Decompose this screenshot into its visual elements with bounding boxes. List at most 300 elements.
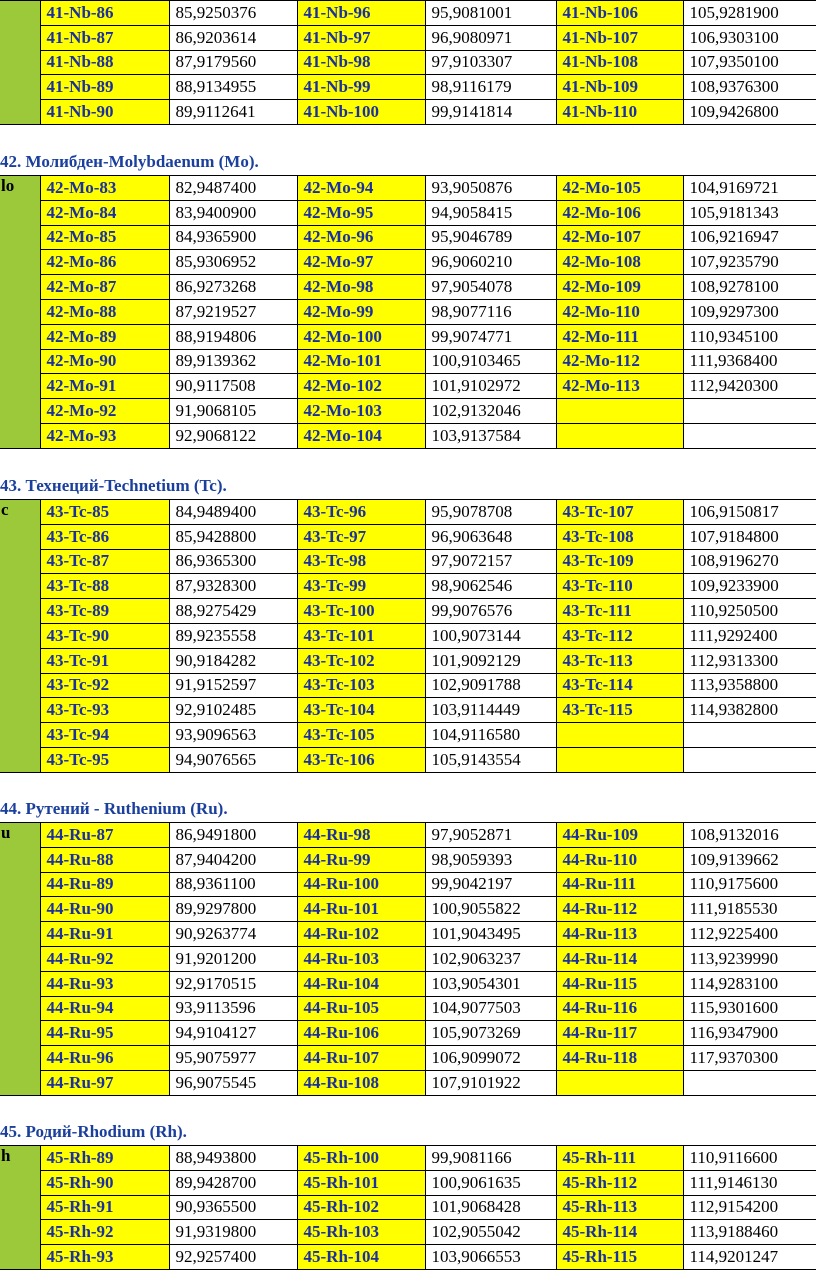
- isotope-label: 42-Mo-91: [40, 374, 169, 399]
- isotope-label: 42-Mo-111: [556, 324, 683, 349]
- atomic-mass: 99,9141814: [425, 100, 556, 125]
- atomic-mass: 94,9076565: [169, 747, 297, 772]
- isotope-label: 43-Tc-88: [40, 574, 169, 599]
- section-heading-rh: 45. Родий-Rhodium (Rh).: [0, 1122, 187, 1141]
- atomic-mass: 115,9301600: [683, 996, 816, 1021]
- isotope-label: 42-Mo-106: [556, 200, 683, 225]
- atomic-mass: 106,9216947: [683, 225, 816, 250]
- isotope-label: 44-Ru-117: [556, 1021, 683, 1046]
- isotope-label: 43-Tc-104: [297, 698, 425, 723]
- atomic-mass: 112,9154200: [683, 1195, 816, 1220]
- empty-isotope-cell: [556, 747, 683, 772]
- atomic-mass: 101,9068428: [425, 1195, 556, 1220]
- isotope-label: 43-Tc-113: [556, 648, 683, 673]
- isotope-label: 43-Tc-87: [40, 549, 169, 574]
- atomic-mass: 101,9043495: [425, 922, 556, 947]
- empty-isotope-cell: [556, 1070, 683, 1095]
- table-row: [0, 897, 816, 922]
- table-row: [0, 971, 816, 996]
- atomic-mass: 99,9081166: [425, 1146, 556, 1171]
- isotope-label: 43-Tc-89: [40, 599, 169, 624]
- table-row: [0, 75, 816, 100]
- table-row: [0, 100, 816, 125]
- atomic-mass: 110,9175600: [683, 872, 816, 897]
- section-nb: [0, 0, 816, 125]
- table-row: [0, 524, 816, 549]
- isotope-table-tc: [0, 499, 816, 773]
- atomic-mass: 104,9116580: [425, 723, 556, 748]
- isotope-label: 43-Tc-112: [556, 623, 683, 648]
- atomic-mass: 103,9054301: [425, 971, 556, 996]
- table-row: [0, 946, 816, 971]
- atomic-mass: 86,9203614: [169, 25, 297, 50]
- element-side-label: h: [0, 1146, 40, 1270]
- table-row: [0, 324, 816, 349]
- isotope-label: 41-Nb-97: [297, 25, 425, 50]
- isotope-label: 42-Mo-101: [297, 349, 425, 374]
- section-heading-ru: 44. Рутений - Ruthenium (Ru).: [0, 799, 228, 818]
- isotope-label: 44-Ru-96: [40, 1046, 169, 1071]
- isotope-label: 43-Tc-90: [40, 623, 169, 648]
- atomic-mass: 95,9046789: [425, 225, 556, 250]
- isotope-label: 44-Ru-108: [297, 1070, 425, 1095]
- atomic-mass: 113,9358800: [683, 673, 816, 698]
- atomic-mass: 114,9382800: [683, 698, 816, 723]
- isotope-label: 44-Ru-87: [40, 823, 169, 848]
- atomic-mass: 108,9278100: [683, 275, 816, 300]
- isotope-label: 44-Ru-92: [40, 946, 169, 971]
- isotope-label: 42-Mo-83: [40, 176, 169, 201]
- atomic-mass: 85,9306952: [169, 250, 297, 275]
- atomic-mass: 116,9347900: [683, 1021, 816, 1046]
- isotope-label: 41-Nb-99: [297, 75, 425, 100]
- isotope-label: 42-Mo-104: [297, 423, 425, 448]
- atomic-mass: 90,9263774: [169, 922, 297, 947]
- atomic-mass: 98,9116179: [425, 75, 556, 100]
- element-side-label: c: [0, 500, 40, 773]
- isotope-label: 43-Tc-107: [556, 500, 683, 525]
- table-row: [0, 50, 816, 75]
- atomic-mass: 88,9194806: [169, 324, 297, 349]
- atomic-mass: 110,9116600: [683, 1146, 816, 1171]
- table-row: [0, 1170, 816, 1195]
- empty-mass-cell: [683, 1070, 816, 1095]
- isotope-label: 42-Mo-90: [40, 349, 169, 374]
- isotope-label: 42-Mo-112: [556, 349, 683, 374]
- isotope-label: 43-Tc-109: [556, 549, 683, 574]
- isotope-label: 45-Rh-115: [556, 1245, 683, 1270]
- isotope-label: 41-Nb-87: [40, 25, 169, 50]
- section-ru: [0, 822, 816, 1096]
- atomic-mass: 105,9181343: [683, 200, 816, 225]
- table-row: [0, 1245, 816, 1270]
- isotope-label: 45-Rh-104: [297, 1245, 425, 1270]
- atomic-mass: 86,9273268: [169, 275, 297, 300]
- isotope-label: 43-Tc-93: [40, 698, 169, 723]
- isotope-label: 44-Ru-111: [556, 872, 683, 897]
- table-row: [0, 648, 816, 673]
- section-tc: [0, 499, 816, 773]
- table-row: [0, 599, 816, 624]
- isotope-label: 42-Mo-100: [297, 324, 425, 349]
- atomic-mass: 102,9091788: [425, 673, 556, 698]
- table-row: [0, 549, 816, 574]
- isotope-label: 43-Tc-94: [40, 723, 169, 748]
- isotope-label: 44-Ru-101: [297, 897, 425, 922]
- table-row: [0, 847, 816, 872]
- atomic-mass: 110,9250500: [683, 599, 816, 624]
- table-row: [0, 823, 816, 848]
- atomic-mass: 104,9077503: [425, 996, 556, 1021]
- isotope-label: 44-Ru-104: [297, 971, 425, 996]
- atomic-mass: 85,9428800: [169, 524, 297, 549]
- table-row: [0, 399, 816, 424]
- isotope-label: 42-Mo-92: [40, 399, 169, 424]
- isotope-label: 44-Ru-102: [297, 922, 425, 947]
- table-row: [0, 349, 816, 374]
- isotope-label: 44-Ru-99: [297, 847, 425, 872]
- isotope-label: 44-Ru-106: [297, 1021, 425, 1046]
- section-heading-mo: 42. Молибден-Molybdaenum (Mo).: [0, 152, 259, 171]
- isotope-label: 43-Tc-86: [40, 524, 169, 549]
- isotope-label: 43-Tc-85: [40, 500, 169, 525]
- empty-mass-cell: [683, 747, 816, 772]
- isotope-label: 42-Mo-97: [297, 250, 425, 275]
- table-row: [0, 225, 816, 250]
- table-row: [0, 250, 816, 275]
- table-row: [0, 1146, 816, 1171]
- isotope-label: 44-Ru-88: [40, 847, 169, 872]
- table-row: [0, 1021, 816, 1046]
- isotope-label: 42-Mo-94: [297, 176, 425, 201]
- isotope-label: 44-Ru-97: [40, 1070, 169, 1095]
- isotope-label: 41-Nb-110: [556, 100, 683, 125]
- atomic-mass: 91,9201200: [169, 946, 297, 971]
- isotope-label: 41-Nb-109: [556, 75, 683, 100]
- empty-mass-cell: [683, 723, 816, 748]
- isotope-label: 42-Mo-102: [297, 374, 425, 399]
- isotope-label: 45-Rh-114: [556, 1220, 683, 1245]
- atomic-mass: 94,9058415: [425, 200, 556, 225]
- atomic-mass: 92,9170515: [169, 971, 297, 996]
- table-row: [0, 200, 816, 225]
- atomic-mass: 100,9073144: [425, 623, 556, 648]
- atomic-mass: 84,9365900: [169, 225, 297, 250]
- atomic-mass: 113,9239990: [683, 946, 816, 971]
- atomic-mass: 106,9303100: [683, 25, 816, 50]
- isotope-label: 41-Nb-106: [556, 1, 683, 26]
- isotope-label: 41-Nb-96: [297, 1, 425, 26]
- isotope-label: 41-Nb-88: [40, 50, 169, 75]
- isotope-label: 45-Rh-92: [40, 1220, 169, 1245]
- table-row: [0, 1, 816, 26]
- table-row: [0, 275, 816, 300]
- isotope-label: 44-Ru-103: [297, 946, 425, 971]
- table-row: [0, 25, 816, 50]
- table-row: [0, 1220, 816, 1245]
- atomic-mass: 109,9139662: [683, 847, 816, 872]
- atomic-mass: 103,9137584: [425, 423, 556, 448]
- isotope-label: 43-Tc-106: [297, 747, 425, 772]
- isotope-label: 43-Tc-97: [297, 524, 425, 549]
- table-row: [0, 1046, 816, 1071]
- atomic-mass: 95,9075977: [169, 1046, 297, 1071]
- isotope-label: 43-Tc-100: [297, 599, 425, 624]
- isotope-label: 42-Mo-103: [297, 399, 425, 424]
- isotope-label: 43-Tc-115: [556, 698, 683, 723]
- table-row: [0, 374, 816, 399]
- isotope-label: 44-Ru-105: [297, 996, 425, 1021]
- atomic-mass: 97,9052871: [425, 823, 556, 848]
- atomic-mass: 104,9169721: [683, 176, 816, 201]
- atomic-mass: 91,9152597: [169, 673, 297, 698]
- isotope-table-mo: [0, 175, 816, 449]
- table-row: [0, 673, 816, 698]
- atomic-mass: 111,9185530: [683, 897, 816, 922]
- isotope-label: 43-Tc-108: [556, 524, 683, 549]
- atomic-mass: 101,9102972: [425, 374, 556, 399]
- atomic-mass: 112,9225400: [683, 922, 816, 947]
- empty-isotope-cell: [556, 423, 683, 448]
- isotope-label: 42-Mo-108: [556, 250, 683, 275]
- atomic-mass: 92,9257400: [169, 1245, 297, 1270]
- atomic-mass: 102,9055042: [425, 1220, 556, 1245]
- atomic-mass: 90,9365500: [169, 1195, 297, 1220]
- isotope-label: 44-Ru-114: [556, 946, 683, 971]
- table-row: [0, 623, 816, 648]
- isotope-label: 42-Mo-87: [40, 275, 169, 300]
- isotope-label: 44-Ru-112: [556, 897, 683, 922]
- atomic-mass: 85,9250376: [169, 1, 297, 26]
- atomic-mass: 108,9132016: [683, 823, 816, 848]
- atomic-mass: 105,9073269: [425, 1021, 556, 1046]
- isotope-label: 42-Mo-98: [297, 275, 425, 300]
- atomic-mass: 112,9313300: [683, 648, 816, 673]
- atomic-mass: 97,9072157: [425, 549, 556, 574]
- atomic-mass: 99,9042197: [425, 872, 556, 897]
- atomic-mass: 114,9201247: [683, 1245, 816, 1270]
- table-row: [0, 698, 816, 723]
- isotope-label: 45-Rh-89: [40, 1146, 169, 1171]
- atomic-mass: 111,9292400: [683, 623, 816, 648]
- atomic-mass: 86,9491800: [169, 823, 297, 848]
- empty-isotope-cell: [556, 399, 683, 424]
- atomic-mass: 94,9104127: [169, 1021, 297, 1046]
- atomic-mass: 106,9150817: [683, 500, 816, 525]
- isotope-table-nb: [0, 0, 816, 125]
- atomic-mass: 82,9487400: [169, 176, 297, 201]
- isotope-table-rh: [0, 1145, 816, 1270]
- table-row: [0, 996, 816, 1021]
- table-row: [0, 747, 816, 772]
- atomic-mass: 100,9055822: [425, 897, 556, 922]
- isotope-label: 41-Nb-86: [40, 1, 169, 26]
- atomic-mass: 92,9068122: [169, 423, 297, 448]
- isotope-label: 45-Rh-100: [297, 1146, 425, 1171]
- atomic-mass: 103,9066553: [425, 1245, 556, 1270]
- table-row: [0, 872, 816, 897]
- atomic-mass: 103,9114449: [425, 698, 556, 723]
- isotope-label: 44-Ru-95: [40, 1021, 169, 1046]
- atomic-mass: 89,9139362: [169, 349, 297, 374]
- atomic-mass: 112,9420300: [683, 374, 816, 399]
- isotope-label: 45-Rh-102: [297, 1195, 425, 1220]
- isotope-label: 42-Mo-107: [556, 225, 683, 250]
- atomic-mass: 107,9350100: [683, 50, 816, 75]
- isotope-label: 44-Ru-91: [40, 922, 169, 947]
- atomic-mass: 96,9060210: [425, 250, 556, 275]
- isotope-label: 43-Tc-110: [556, 574, 683, 599]
- atomic-mass: 91,9068105: [169, 399, 297, 424]
- isotope-table-ru: [0, 822, 816, 1096]
- empty-mass-cell: [683, 399, 816, 424]
- isotope-label: 41-Nb-89: [40, 75, 169, 100]
- isotope-label: 44-Ru-93: [40, 971, 169, 996]
- table-row: [0, 1195, 816, 1220]
- atomic-mass: 89,9112641: [169, 100, 297, 125]
- table-row: [0, 574, 816, 599]
- isotope-label: 45-Rh-90: [40, 1170, 169, 1195]
- atomic-mass: 109,9426800: [683, 100, 816, 125]
- atomic-mass: 97,9103307: [425, 50, 556, 75]
- atomic-mass: 107,9101922: [425, 1070, 556, 1095]
- isotope-label: 41-Nb-100: [297, 100, 425, 125]
- atomic-mass: 87,9404200: [169, 847, 297, 872]
- isotope-label: 43-Tc-98: [297, 549, 425, 574]
- table-row: [0, 500, 816, 525]
- table-row: [0, 299, 816, 324]
- atomic-mass: 105,9281900: [683, 1, 816, 26]
- atomic-mass: 100,9061635: [425, 1170, 556, 1195]
- isotope-label: 42-Mo-85: [40, 225, 169, 250]
- atomic-mass: 89,9428700: [169, 1170, 297, 1195]
- atomic-mass: 107,9184800: [683, 524, 816, 549]
- atomic-mass: 113,9188460: [683, 1220, 816, 1245]
- isotope-label: 44-Ru-90: [40, 897, 169, 922]
- isotope-label: 44-Ru-115: [556, 971, 683, 996]
- isotope-label: 42-Mo-93: [40, 423, 169, 448]
- table-row: [0, 176, 816, 201]
- atomic-mass: 84,9489400: [169, 500, 297, 525]
- isotope-label: 43-Tc-103: [297, 673, 425, 698]
- isotope-label: 45-Rh-112: [556, 1170, 683, 1195]
- atomic-mass: 83,9400900: [169, 200, 297, 225]
- section-rh: [0, 1145, 816, 1270]
- atomic-mass: 98,9059393: [425, 847, 556, 872]
- atomic-mass: 90,9117508: [169, 374, 297, 399]
- isotope-label: 43-Tc-92: [40, 673, 169, 698]
- isotope-label: 43-Tc-95: [40, 747, 169, 772]
- isotope-label: 44-Ru-107: [297, 1046, 425, 1071]
- atomic-mass: 109,9297300: [683, 299, 816, 324]
- atomic-mass: 107,9235790: [683, 250, 816, 275]
- atomic-mass: 95,9081001: [425, 1, 556, 26]
- isotope-label: 43-Tc-114: [556, 673, 683, 698]
- atomic-mass: 87,9219527: [169, 299, 297, 324]
- atomic-mass: 108,9376300: [683, 75, 816, 100]
- atomic-mass: 92,9102485: [169, 698, 297, 723]
- isotope-label: 43-Tc-91: [40, 648, 169, 673]
- isotope-label: 42-Mo-99: [297, 299, 425, 324]
- atomic-mass: 88,9134955: [169, 75, 297, 100]
- element-side-label: u: [0, 823, 40, 1096]
- atomic-mass: 87,9328300: [169, 574, 297, 599]
- empty-isotope-cell: [556, 723, 683, 748]
- isotope-label: 44-Ru-100: [297, 872, 425, 897]
- isotope-label: 44-Ru-109: [556, 823, 683, 848]
- element-side-label: lo: [0, 176, 40, 449]
- atomic-mass: 88,9361100: [169, 872, 297, 897]
- isotope-label: 42-Mo-89: [40, 324, 169, 349]
- atomic-mass: 96,9075545: [169, 1070, 297, 1095]
- atomic-mass: 108,9196270: [683, 549, 816, 574]
- isotope-label: 42-Mo-86: [40, 250, 169, 275]
- isotope-label: 45-Rh-103: [297, 1220, 425, 1245]
- isotope-label: 42-Mo-95: [297, 200, 425, 225]
- atomic-mass: 88,9275429: [169, 599, 297, 624]
- atomic-mass: 96,9063648: [425, 524, 556, 549]
- isotope-label: 43-Tc-99: [297, 574, 425, 599]
- atomic-mass: 110,9345100: [683, 324, 816, 349]
- atomic-mass: 105,9143554: [425, 747, 556, 772]
- atomic-mass: 111,9146130: [683, 1170, 816, 1195]
- isotope-label: 44-Ru-110: [556, 847, 683, 872]
- atomic-mass: 106,9099072: [425, 1046, 556, 1071]
- atomic-mass: 89,9297800: [169, 897, 297, 922]
- isotope-label: 43-Tc-105: [297, 723, 425, 748]
- isotope-label: 41-Nb-108: [556, 50, 683, 75]
- atomic-mass: 111,9368400: [683, 349, 816, 374]
- section-mo: [0, 175, 816, 449]
- isotope-label: 41-Nb-98: [297, 50, 425, 75]
- atomic-mass: 114,9283100: [683, 971, 816, 996]
- atomic-mass: 97,9054078: [425, 275, 556, 300]
- isotope-label: 45-Rh-101: [297, 1170, 425, 1195]
- isotope-label: 44-Ru-116: [556, 996, 683, 1021]
- table-row: [0, 423, 816, 448]
- table-row: [0, 1070, 816, 1095]
- isotope-label: 41-Nb-107: [556, 25, 683, 50]
- isotope-label: 42-Mo-105: [556, 176, 683, 201]
- atomic-mass: 91,9319800: [169, 1220, 297, 1245]
- isotope-label: 44-Ru-118: [556, 1046, 683, 1071]
- atomic-mass: 98,9062546: [425, 574, 556, 599]
- isotope-label: 43-Tc-96: [297, 500, 425, 525]
- isotope-label: 45-Rh-93: [40, 1245, 169, 1270]
- atomic-mass: 87,9179560: [169, 50, 297, 75]
- isotope-label: 42-Mo-96: [297, 225, 425, 250]
- atomic-mass: 102,9132046: [425, 399, 556, 424]
- atomic-mass: 89,9235558: [169, 623, 297, 648]
- atomic-mass: 95,9078708: [425, 500, 556, 525]
- atomic-mass: 90,9184282: [169, 648, 297, 673]
- atomic-mass: 96,9080971: [425, 25, 556, 50]
- atomic-mass: 109,9233900: [683, 574, 816, 599]
- atomic-mass: 99,9074771: [425, 324, 556, 349]
- isotope-label: 42-Mo-110: [556, 299, 683, 324]
- isotope-label: 45-Rh-111: [556, 1146, 683, 1171]
- isotope-label: 42-Mo-84: [40, 200, 169, 225]
- isotope-label: 42-Mo-113: [556, 374, 683, 399]
- section-heading-tc: 43. Технеций-Technetium (Tc).: [0, 476, 227, 495]
- isotope-label: 44-Ru-89: [40, 872, 169, 897]
- atomic-mass: 98,9077116: [425, 299, 556, 324]
- isotope-label: 45-Rh-113: [556, 1195, 683, 1220]
- empty-mass-cell: [683, 423, 816, 448]
- atomic-mass: 93,9096563: [169, 723, 297, 748]
- atomic-mass: 117,9370300: [683, 1046, 816, 1071]
- table-row: [0, 922, 816, 947]
